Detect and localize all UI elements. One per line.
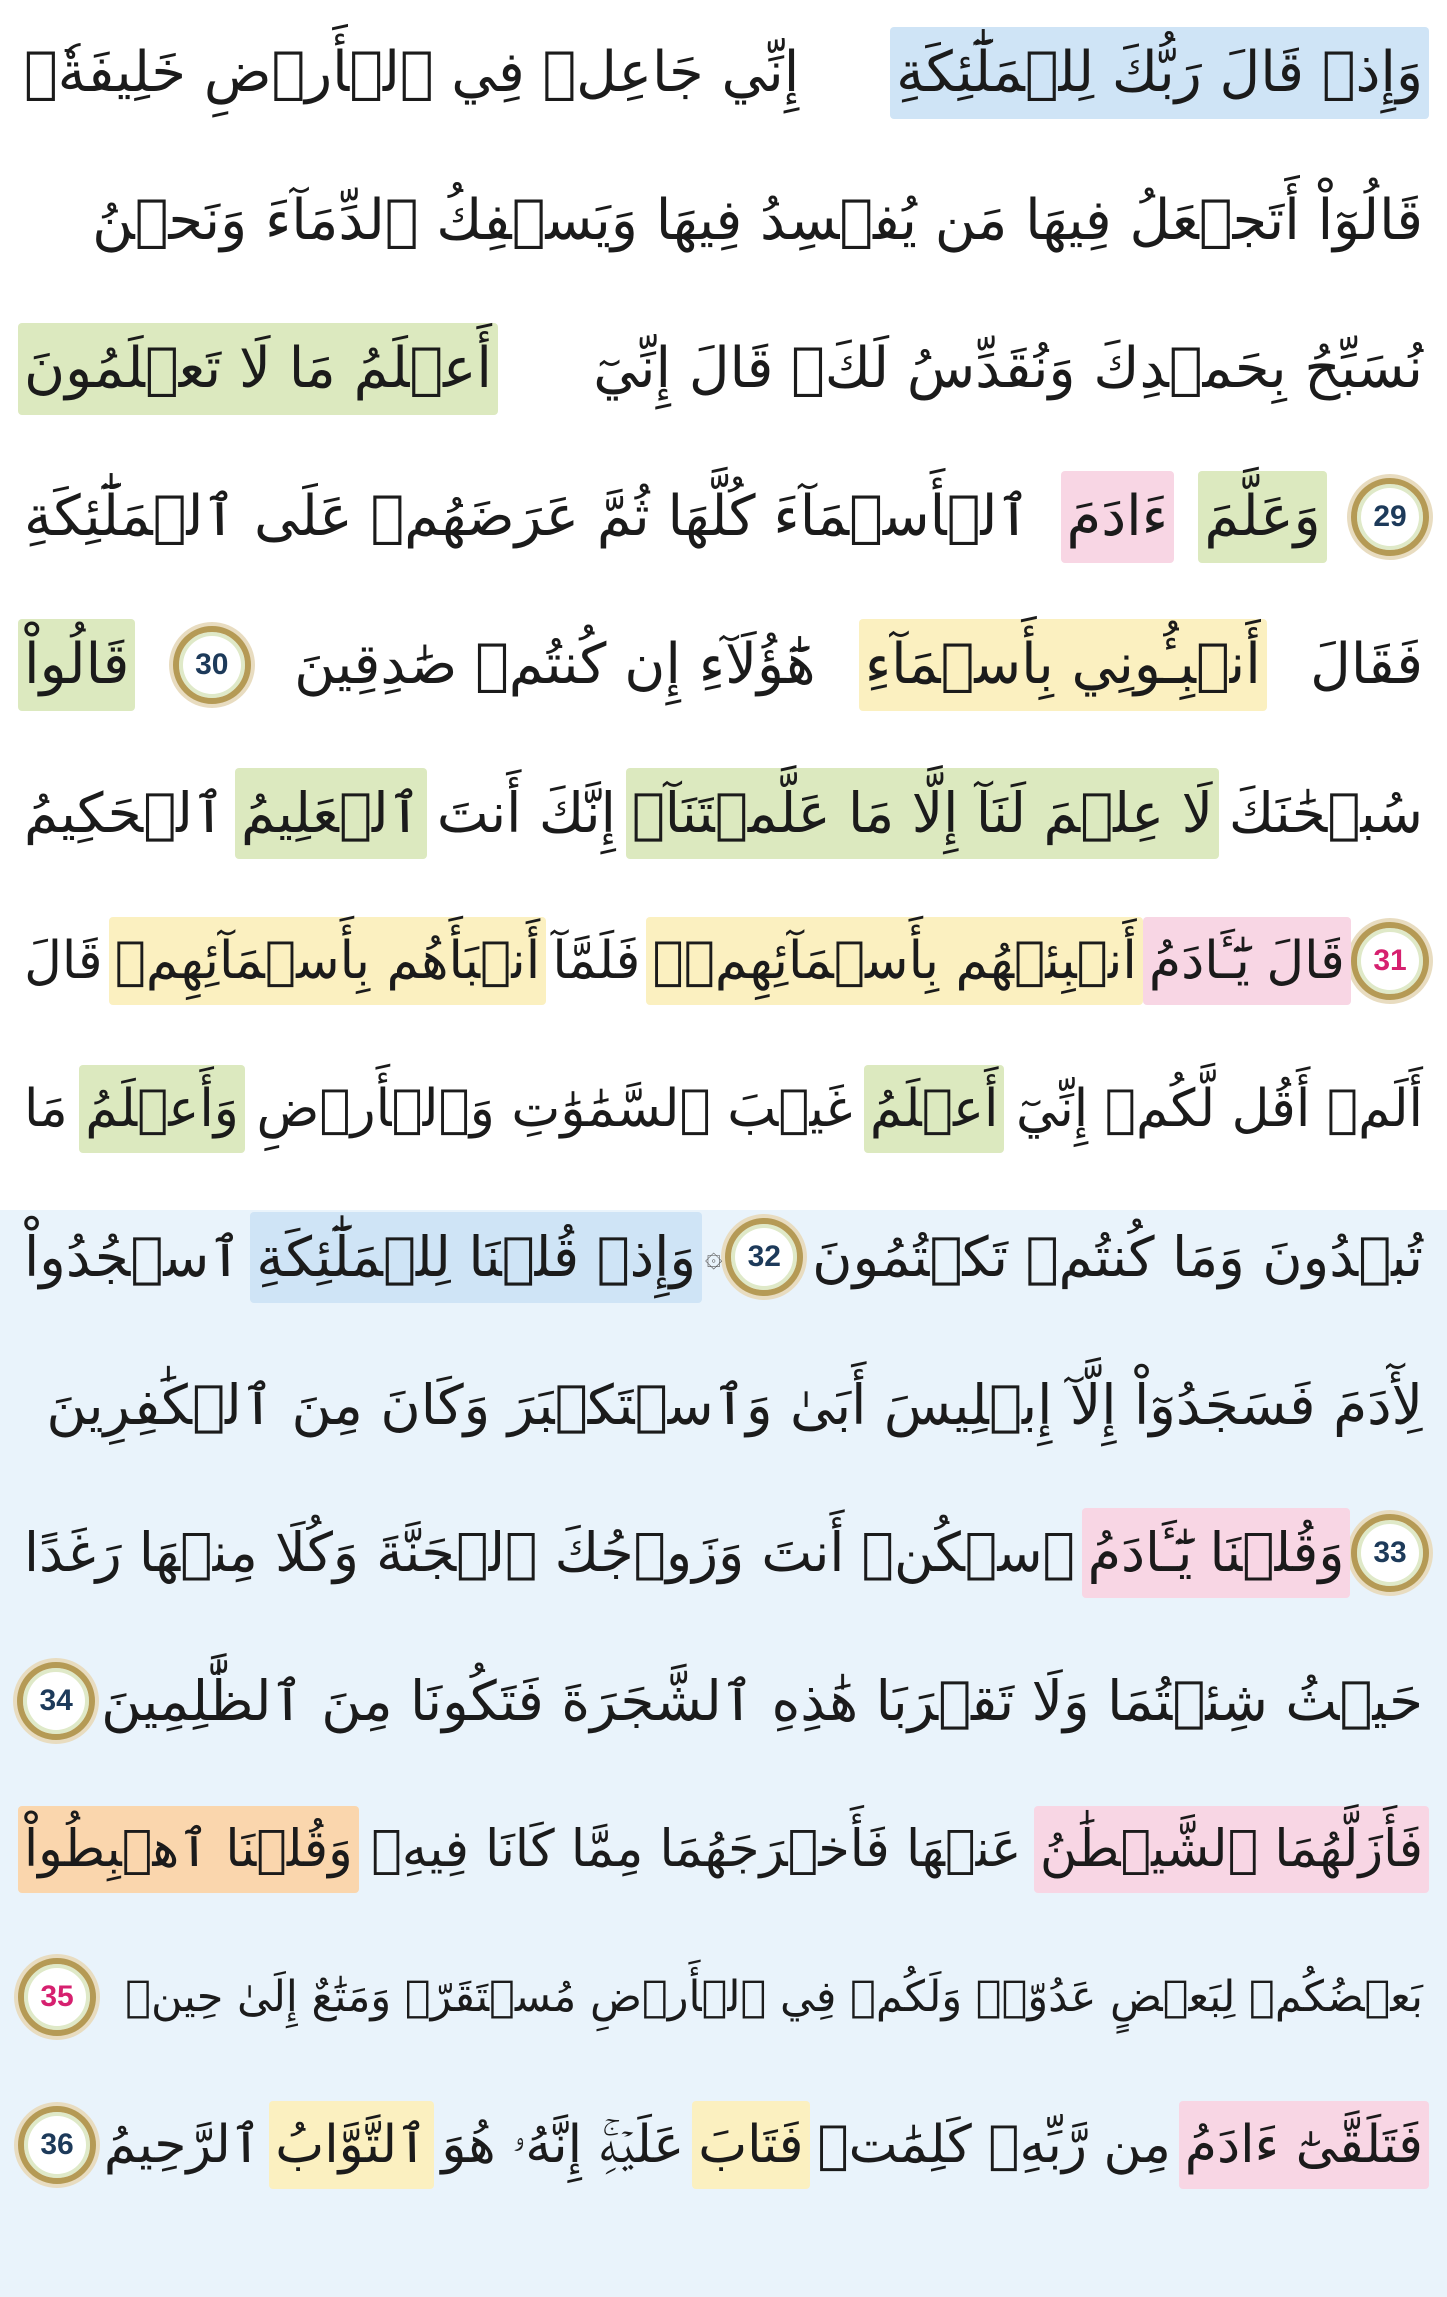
highlighted-phrase: قَالَ يَٰٓـَٔادَمُ xyxy=(1143,917,1351,1005)
highlighted-phrase: أَعۡلَمُ xyxy=(864,1065,1005,1153)
ayah-number-marker: 35 xyxy=(18,1958,96,2036)
verse-text: عَلَيۡهِۚ إِنَّهُۥ هُوَ xyxy=(441,2115,685,2175)
highlighted-phrase: أَنۢبِئۡهُم بِأَسۡمَآئِهِمۡۖ xyxy=(646,917,1142,1005)
verse-text: إِنَّكَ أَنتَ xyxy=(436,780,616,845)
verse-text: تُبۡدُونَ وَمَا كُنتُمۡ تَكۡتُمُونَ xyxy=(812,1224,1423,1289)
highlighted-phrase: فَأَزَلَّهُمَا ٱلشَّيۡطَٰنُ xyxy=(1034,1806,1429,1893)
rub-el-hizb-icon: ۞ xyxy=(704,1239,723,1274)
highlighted-phrase: قَالُواْ xyxy=(18,619,135,711)
verse-line xyxy=(18,1636,1429,1766)
highlighted-phrase: وَإِذۡ قَالَ رَبُّكَ لِلۡمَلَٰٓئِكَةِ xyxy=(890,27,1429,119)
verse-text: حَيۡثُ شِئۡتُمَا وَلَا تَقۡرَبَا هَٰذِهِ ٱلشَّجَرَةَ فَتَكُونَا مِنَ ٱلظَّٰلِمِينَ xyxy=(101,1668,1423,1733)
highlighted-phrase: فَتَلَقَّىٰٓ ءَادَمُ xyxy=(1179,2101,1429,2189)
verse-line xyxy=(18,156,1429,286)
verse-line xyxy=(18,600,1429,730)
verse-text: قَالُوٓاْ أَتَجۡعَلُ فِيهَا مَن يُفۡسِدُ فِيهَا وَيَسۡفِكُ ٱلدِّمَآءَ وَنَحۡنُ xyxy=(92,188,1423,253)
verse-text: لِأٓدَمَ فَسَجَدُوٓاْ إِلَّآ إِبۡلِيسَ أَبَىٰ وَٱسۡتَكۡبَرَ وَكَانَ مِنَ ٱلۡكَٰفِرِينَ xyxy=(46,1372,1423,1437)
highlighted-phrase: وَقُلۡنَا ٱهۡبِطُواْ xyxy=(18,1806,359,1893)
ayah-number-marker: 36 xyxy=(18,2106,96,2184)
verse-text: مِن رَّبِّهِۦ كَلِمَٰتٖ xyxy=(817,2115,1171,2175)
verse-line xyxy=(18,896,1429,1026)
ayah-number-marker: 30 xyxy=(173,626,251,704)
verse-text: نُسَبِّحُ بِحَمۡدِكَ وَنُقَدِّسُ لَكَۖ قَالَ إِنِّيٓ xyxy=(593,336,1423,401)
verse-text: ٱلرَّحِيمُ xyxy=(103,2115,262,2175)
verse-text: ٱسۡجُدُواْ xyxy=(24,1224,242,1289)
verse-line xyxy=(18,1192,1429,1322)
ayah-number-marker: 34 xyxy=(17,1662,95,1740)
highlighted-phrase: فَتَابَ xyxy=(692,2101,809,2189)
verse-line xyxy=(18,748,1429,878)
verse-text: عَنۡهَا فَأَخۡرَجَهُمَا مِمَّا كَانَا فِيهِۖ xyxy=(371,1819,1022,1879)
highlighted-phrase: لَا عِلۡمَ لَنَآ إِلَّا مَا عَلَّمۡتَنَآۖ xyxy=(626,768,1219,859)
verse-text: بَعۡضُكُمۡ لِبَعۡضٍ عَدُوّٞۖ وَلَكُمۡ فِي ٱلۡأَرۡضِ مُسۡتَقَرّٞ وَمَتَٰعٌ إِلَىٰ حِينٖ xyxy=(125,1971,1423,2022)
verse-text: إِنِّي جَاعِلٞ فِي ٱلۡأَرۡضِ خَلِيفَةٗۖ xyxy=(24,40,800,105)
verse-text: فَلَمَّآ xyxy=(552,931,641,991)
highlighted-phrase: وَعَلَّمَ xyxy=(1198,471,1326,563)
verse-line xyxy=(18,1488,1429,1618)
highlighted-phrase: أَنۢبِـُٔونِي بِأَسۡمَآءِ xyxy=(859,619,1267,711)
highlighted-phrase: أَعۡلَمُ مَا لَا تَعۡلَمُونَ xyxy=(18,323,498,415)
highlighted-phrase: ٱلتَّوَّابُ xyxy=(269,2101,433,2189)
highlighted-phrase: ءَادَمَ xyxy=(1061,471,1175,563)
ayah-number-marker: 32 xyxy=(725,1218,803,1296)
ayah-number-marker: 29 xyxy=(1351,478,1429,556)
verse-line xyxy=(18,452,1429,582)
verse-text: أَلَمۡ أَقُل لَّكُمۡ إِنِّيٓ xyxy=(1015,1079,1423,1139)
highlighted-phrase: وَأَعۡلَمُ xyxy=(79,1065,245,1153)
verse-text: ٱلۡأَسۡمَآءَ كُلَّهَا ثُمَّ عَرَضَهُمۡ عَلَى ٱلۡمَلَٰٓئِكَةِ xyxy=(24,484,1031,549)
highlighted-phrase: وَقُلۡنَا يَٰٓـَٔادَمُ xyxy=(1082,1508,1351,1598)
verse-line xyxy=(18,1932,1429,2062)
verse-text: غَيۡبَ ٱلسَّمَٰوَٰتِ وَٱلۡأَرۡضِ xyxy=(256,1079,853,1139)
verse-line xyxy=(18,8,1429,138)
ayah-number-marker: 31 xyxy=(1351,922,1429,1000)
verse-text: سُبۡحَٰنَكَ xyxy=(1228,780,1423,845)
verse-text: قَالَ xyxy=(24,931,103,991)
verse-line xyxy=(18,1340,1429,1470)
verse-text: فَقَالَ xyxy=(1310,632,1423,697)
verse-line xyxy=(18,2080,1429,2210)
verse-line xyxy=(18,1784,1429,1914)
ayah-number-marker: 33 xyxy=(1351,1514,1429,1592)
verse-text: هَٰٓؤُلَآءِ إِن كُنتُمۡ صَٰدِقِينَ xyxy=(294,632,816,697)
verse-line xyxy=(18,304,1429,434)
verse-text: مَا xyxy=(24,1079,68,1139)
highlighted-phrase: وَإِذۡ قُلۡنَا لِلۡمَلَٰٓئِكَةِ xyxy=(250,1212,702,1303)
verse-line xyxy=(18,1044,1429,1174)
highlighted-phrase: ٱلۡعَلِيمُ xyxy=(235,768,427,859)
verse-text: ٱلۡحَكِيمُ xyxy=(24,780,226,845)
verse-text: ٱسۡكُنۡ أَنتَ وَزَوۡجُكَ ٱلۡجَنَّةَ وَكُلَا مِنۡهَا رَغَدًا xyxy=(24,1521,1075,1584)
highlighted-phrase: أَنۢبَأَهُم بِأَسۡمَآئِهِمۡ xyxy=(109,917,546,1005)
